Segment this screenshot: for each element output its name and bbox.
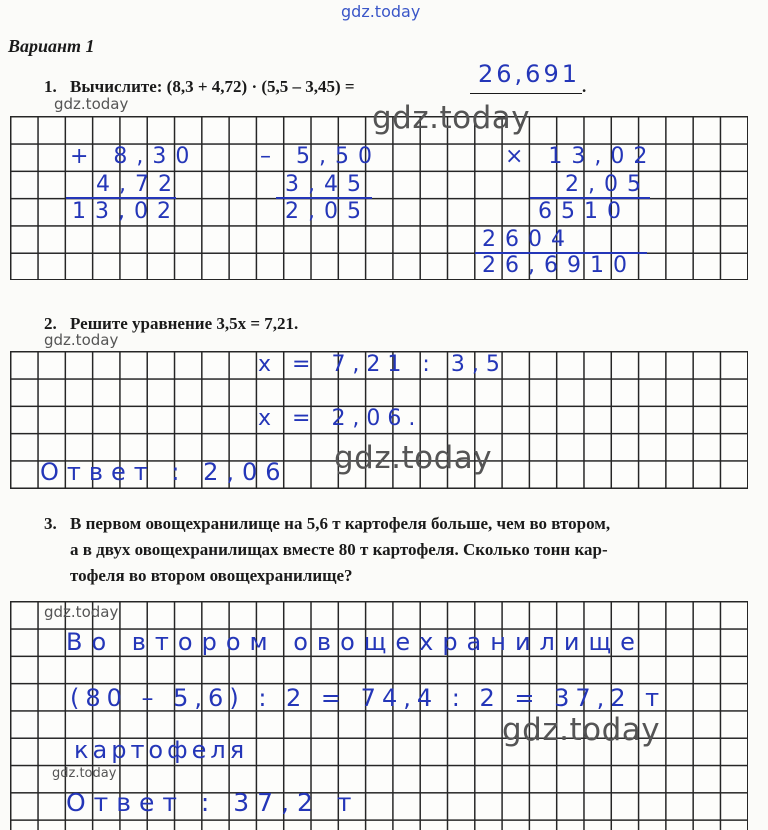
task2-watermark-big: gdz.today xyxy=(334,440,493,476)
variant-title: Вариант 1 xyxy=(8,36,95,56)
watermark-top: gdz.today xyxy=(341,2,421,21)
task1-answer: 26,691 xyxy=(478,60,580,88)
task3-watermark-small-1: gdz.today xyxy=(44,603,119,621)
task1-mul-partial2: 2604 xyxy=(482,227,574,252)
task1-mul-line1: × 13,02 xyxy=(505,144,657,169)
task3-text-line2: а в двух овощехранилищах вместе 80 т картофеля. Сколько тонн кар- xyxy=(70,540,608,559)
task3-line2: (80 – 5,6) : 2 = 74,4 : 2 = 37,2 т xyxy=(70,684,666,712)
task3-answer-line: Ответ : 37,2 т xyxy=(66,788,360,817)
task1-answer-blank xyxy=(470,91,582,94)
task1-sub-line2: 3,45 xyxy=(285,172,370,197)
task1-watermark-small: gdz.today xyxy=(54,95,129,113)
task1-sub-line1: – 5,50 xyxy=(260,144,381,169)
task1-watermark-big: gdz.today xyxy=(372,100,531,136)
task1-add-result: 13,02 xyxy=(72,199,180,224)
task1-mul-result: 26,6910 xyxy=(482,253,636,278)
task2-line2: x = 2,06. xyxy=(258,406,423,431)
task2-number: 2. xyxy=(44,314,57,333)
task1-add-line1: + 8,30 xyxy=(70,144,199,169)
task3-text-line3: тофеля во втором овощехранилище? xyxy=(70,566,353,585)
task2-watermark-small: gdz.today xyxy=(44,331,119,349)
task1-sub-result: 2,05 xyxy=(285,199,370,224)
task2-answer-line: Ответ : 2,06 xyxy=(40,458,289,486)
task3-line3: картофеля xyxy=(74,736,249,764)
task3-watermark-big: gdz.today xyxy=(502,712,661,748)
task1-add-line2: 4,72 xyxy=(96,172,181,197)
task1-number: 1. xyxy=(44,77,57,96)
task3-text-line1: В первом овощехранилище на 5,6 т картофеля больше, чем во втором, xyxy=(70,514,611,533)
task2-text: Решите уравнение 3,5x = 7,21. xyxy=(70,314,299,333)
task1-period: . xyxy=(582,77,587,96)
task1-mul-partial1: 6510 xyxy=(538,199,630,224)
task1-mul-line2: 2,05 xyxy=(565,172,650,197)
task3-number: 3. xyxy=(44,514,57,533)
task3-line1: Во втором овощехранилище xyxy=(66,628,644,656)
task3-watermark-small-2: gdz.today xyxy=(52,766,117,781)
task1-text: Вычислите: (8,3 + 4,72) · (5,5 – 3,45) = xyxy=(70,77,355,96)
task2-line1: x = 7,21 : 3,5 xyxy=(258,352,507,377)
